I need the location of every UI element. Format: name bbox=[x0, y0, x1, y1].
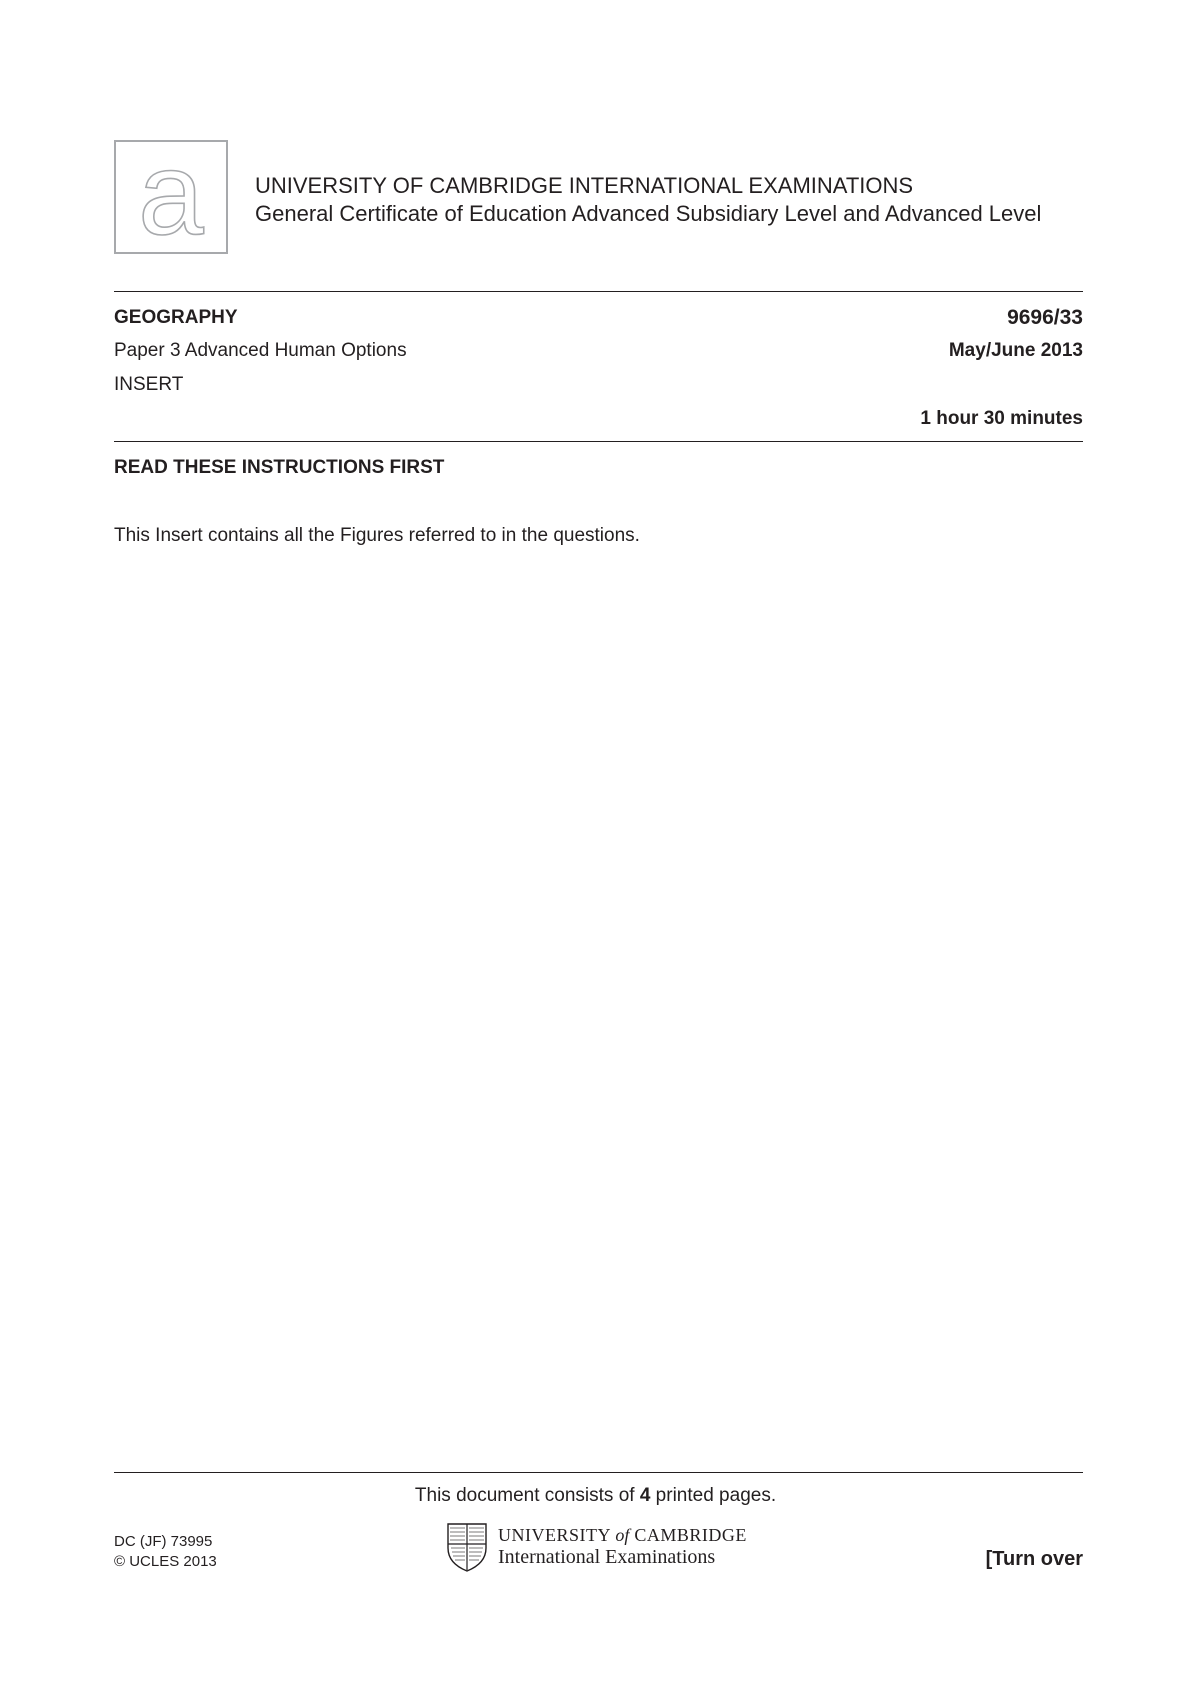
exam-board-header bbox=[255, 172, 1041, 228]
instructions-heading: READ THESE INSTRUCTIONS FIRST bbox=[114, 457, 445, 478]
top-divider bbox=[114, 291, 1083, 292]
letter-a-logo-icon bbox=[116, 142, 226, 252]
qualification-name: General Certificate of Education Advanced Subsidiary Level and Advanced Level bbox=[255, 201, 1042, 226]
wordmark-university: UNIVERSITY bbox=[498, 1525, 611, 1545]
page-count-suffix: printed pages. bbox=[650, 1485, 777, 1506]
page-count-number: 4 bbox=[639, 1485, 651, 1506]
cambridge-logo bbox=[446, 1522, 746, 1572]
wordmark-of: of bbox=[615, 1525, 630, 1545]
exam-session: May/June 2013 bbox=[948, 340, 1083, 361]
document-reference-block bbox=[114, 1532, 217, 1572]
document-type: INSERT bbox=[114, 374, 184, 395]
subject-title: GEOGRAPHY bbox=[114, 307, 238, 328]
page-count-prefix: This document consists of bbox=[414, 1485, 640, 1506]
cie-logo bbox=[114, 140, 228, 254]
cambridge-subtitle: International Examinations bbox=[498, 1546, 716, 1568]
instructions-text: This Insert contains all the Figures referred to in the questions. bbox=[114, 525, 640, 546]
copyright-notice: © UCLES 2013 bbox=[114, 1553, 217, 1570]
document-reference: DC (JF) 73995 bbox=[114, 1533, 213, 1550]
exam-duration: 1 hour 30 minutes bbox=[920, 408, 1083, 429]
org-name: UNIVERSITY OF CAMBRIDGE INTERNATIONAL EXAMINATIONS bbox=[255, 173, 914, 198]
turn-over-label: [Turn over bbox=[985, 1548, 1083, 1570]
cambridge-crest-icon bbox=[446, 1522, 488, 1572]
paper-title: Paper 3 Advanced Human Options bbox=[114, 340, 407, 361]
footer-divider bbox=[114, 1472, 1083, 1473]
paper-code: 9696/33 bbox=[1007, 306, 1083, 329]
cambridge-wordmark bbox=[498, 1525, 747, 1546]
logo-glyph: a bbox=[138, 142, 204, 252]
middle-divider bbox=[114, 441, 1083, 442]
wordmark-cambridge: CAMBRIDGE bbox=[634, 1525, 747, 1545]
page-count-statement bbox=[0, 1485, 1191, 1507]
